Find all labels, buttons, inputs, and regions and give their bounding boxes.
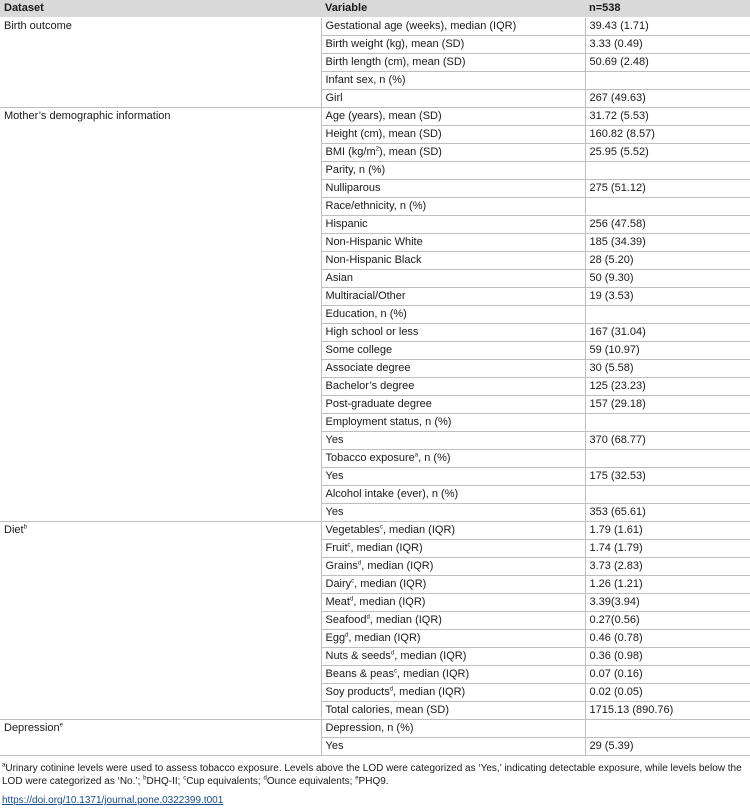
variable-label: Meat: [325, 596, 350, 608]
variable-cell: [321, 630, 585, 648]
table-row: [0, 594, 750, 612]
variable-cell: [321, 432, 585, 450]
variable-cell: [321, 684, 585, 702]
table-row: [0, 324, 750, 342]
variable-label: Gestational age (weeks), median (IQR): [325, 20, 517, 32]
variable-label-suffix: , median (IQR): [369, 614, 442, 626]
table-row: [0, 666, 750, 684]
table-row: [0, 378, 750, 396]
table-row: [0, 432, 750, 450]
dataset-cell-empty: [0, 126, 321, 144]
variable-footnote-mark: d: [390, 650, 395, 657]
variable-label: BMI (kg/m: [325, 146, 376, 158]
table-row: [0, 612, 750, 630]
variable-footnote-mark: d: [349, 596, 354, 603]
variable-cell: [321, 378, 585, 396]
variable-cell: [321, 54, 585, 72]
variable-label: Girl: [325, 92, 343, 104]
table-row: [0, 342, 750, 360]
table-row: [0, 468, 750, 486]
table-row: [0, 486, 750, 504]
value-cell: 28 (5.20): [585, 252, 750, 270]
variable-label: Total calories, mean (SD): [325, 704, 449, 716]
variable-cell: [321, 702, 585, 720]
value-cell: 275 (51.12): [585, 180, 750, 198]
value-cell: 370 (68.77): [585, 432, 750, 450]
variable-cell: [321, 396, 585, 414]
dataset-cell-empty: [0, 414, 321, 432]
dataset-cell-empty: [0, 432, 321, 450]
table-body: [0, 18, 750, 756]
footnote-text-e: PHQ9.: [358, 776, 389, 787]
variable-label-suffix: , median (IQR): [397, 668, 470, 680]
variable-label: Non-Hispanic White: [325, 236, 423, 248]
variable-label: Yes: [325, 740, 344, 752]
variable-label: Birth weight (kg), mean (SD): [325, 38, 465, 50]
dataset-cell-empty: [0, 666, 321, 684]
value-cell: 19 (3.53): [585, 288, 750, 306]
dataset-cell-empty: [0, 54, 321, 72]
dataset-cell-empty: [0, 684, 321, 702]
variable-label: Seafood: [325, 614, 367, 626]
dataset-cell-empty: [0, 72, 321, 90]
table-row: [0, 558, 750, 576]
value-cell: 267 (49.63): [585, 90, 750, 108]
dataset-cell-empty: [0, 576, 321, 594]
value-cell: 167 (31.04): [585, 324, 750, 342]
variable-label: Bachelor’s degree: [325, 380, 415, 392]
footnote-sup-c: c: [183, 775, 187, 782]
variable-label: Nuts & seeds: [325, 650, 391, 662]
dataset-cell-empty: [0, 342, 321, 360]
variable-label: Fruit: [325, 542, 348, 554]
table-footnote: [0, 756, 750, 788]
value-cell: 0.46 (0.78): [585, 630, 750, 648]
table-row: [0, 414, 750, 432]
value-cell: 1715.13 (890.76): [585, 702, 750, 720]
value-cell: 39.43 (1.71): [585, 18, 750, 36]
table-row: [0, 162, 750, 180]
footnote-sup-d: d: [263, 775, 267, 782]
variable-label: Age (years), mean (SD): [325, 110, 442, 122]
value-cell: 256 (47.58): [585, 216, 750, 234]
variable-cell: [321, 414, 585, 432]
table-row: [0, 450, 750, 468]
value-cell: 160.82 (8.57): [585, 126, 750, 144]
table-row: [0, 252, 750, 270]
variable-cell: [321, 594, 585, 612]
variable-label: Infant sex, n (%): [325, 74, 406, 86]
dataset-cell-empty: [0, 270, 321, 288]
value-cell: 3.33 (0.49): [585, 36, 750, 54]
variable-label: Beans & peas: [325, 668, 394, 680]
variable-label: Asian: [325, 272, 354, 284]
value-cell: [585, 720, 750, 738]
variable-cell: [321, 144, 585, 162]
variable-label: Education, n (%): [325, 308, 407, 320]
variable-cell: [321, 324, 585, 342]
variable-cell: [321, 306, 585, 324]
value-cell: [585, 414, 750, 432]
dataset-cell: [0, 720, 321, 738]
footnote-text-c: Cup equivalents;: [186, 776, 264, 787]
table-row: [0, 108, 750, 126]
footnote-sup-b: b: [143, 775, 147, 782]
variable-cell: [321, 72, 585, 90]
footnote-text-a: Urinary cotinine levels were used to assess tobacco exposure. Levels above the LOD were categorized as ‘Yes,’ indicating detectable exposure, while levels below the LOD were categorized as ‘No.’;: [2, 763, 742, 787]
variable-label: Grains: [325, 560, 358, 572]
dataset-cell-empty: [0, 252, 321, 270]
variable-label-suffix: , median (IQR): [382, 524, 456, 536]
variable-label-suffix: ), mean (SD): [378, 146, 442, 158]
variable-label: Race/ethnicity, n (%): [325, 200, 427, 212]
variable-cell: [321, 108, 585, 126]
variable-footnote-mark: d: [366, 614, 370, 621]
dataset-cell-empty: [0, 162, 321, 180]
table-row: [0, 72, 750, 90]
value-cell: 31.72 (5.53): [585, 108, 750, 126]
variable-cell: [321, 252, 585, 270]
value-cell: [585, 72, 750, 90]
dataset-footnote-mark: b: [23, 524, 27, 531]
variable-label-suffix: , median (IQR): [354, 578, 427, 590]
table-row: [0, 360, 750, 378]
value-cell: [585, 306, 750, 324]
value-cell: 0.07 (0.16): [585, 666, 750, 684]
table-row: [0, 288, 750, 306]
dataset-footnote-mark: e: [59, 722, 63, 729]
dataset-label: Birth outcome: [4, 20, 72, 32]
variable-cell: [321, 540, 585, 558]
table-row: [0, 684, 750, 702]
table-row: [0, 198, 750, 216]
dataset-label: Depression: [4, 722, 60, 734]
value-cell: 1.74 (1.79): [585, 540, 750, 558]
dataset-cell-empty: [0, 594, 321, 612]
dataset-cell-empty: [0, 630, 321, 648]
dataset-cell-empty: [0, 378, 321, 396]
variable-cell: [321, 720, 585, 738]
variable-label: High school or less: [325, 326, 419, 338]
dataset-cell-empty: [0, 486, 321, 504]
variable-label: Yes: [325, 470, 344, 482]
header-n: n=538: [585, 0, 750, 18]
dataset-cell-empty: [0, 360, 321, 378]
variable-cell: [321, 162, 585, 180]
variable-label: Employment status, n (%): [325, 416, 452, 428]
dataset-cell-empty: [0, 234, 321, 252]
variable-label-suffix: , median (IQR): [394, 650, 467, 662]
value-cell: 3.73 (2.83): [585, 558, 750, 576]
variable-cell: [321, 216, 585, 234]
table-row: [0, 216, 750, 234]
variable-label-suffix: , median (IQR): [393, 686, 466, 698]
variable-cell: [321, 648, 585, 666]
variable-cell: [321, 486, 585, 504]
variable-footnote-mark: c: [351, 578, 355, 585]
footnote-text-d: Ounce equivalents;: [266, 776, 356, 787]
value-cell: 59 (10.97): [585, 342, 750, 360]
table-row: [0, 720, 750, 738]
dataset-cell-empty: [0, 90, 321, 108]
table-header: [0, 0, 750, 18]
variable-footnote-mark: d: [357, 560, 362, 567]
dataset-cell-empty: [0, 306, 321, 324]
dataset-label: Mother’s demographic information: [4, 110, 171, 122]
variable-label-suffix: , median (IQR): [348, 632, 421, 644]
variable-cell: [321, 504, 585, 522]
footnote-text-b: DHQ-II;: [146, 776, 184, 787]
variable-cell: [321, 90, 585, 108]
variable-cell: [321, 468, 585, 486]
variable-label: Birth length (cm), mean (SD): [325, 56, 466, 68]
variable-cell: [321, 234, 585, 252]
table-row: [0, 504, 750, 522]
table-row: [0, 18, 750, 36]
table-row: [0, 576, 750, 594]
table-row: [0, 234, 750, 252]
table-row: [0, 648, 750, 666]
value-cell: 353 (65.61): [585, 504, 750, 522]
value-cell: 0.27(0.56): [585, 612, 750, 630]
variable-footnote-mark: d: [389, 686, 394, 693]
footnote-sup-e: e: [355, 775, 359, 782]
dataset-cell-empty: [0, 702, 321, 720]
dataset-cell-empty: [0, 450, 321, 468]
table-row: [0, 126, 750, 144]
variable-footnote-mark: c: [347, 542, 351, 549]
variable-label: Yes: [325, 434, 344, 446]
variable-label: Post-graduate degree: [325, 398, 432, 410]
value-cell: 3.39(3.94): [585, 594, 750, 612]
dataset-cell-empty: [0, 612, 321, 630]
variable-cell: [321, 612, 585, 630]
variable-footnote-mark: c: [394, 668, 397, 675]
value-cell: 1.79 (1.61): [585, 522, 750, 540]
footnote-sup-a: a: [2, 762, 6, 769]
table-row: [0, 36, 750, 54]
value-cell: 175 (32.53): [585, 468, 750, 486]
dataset-cell-empty: [0, 540, 321, 558]
variable-label: Egg: [325, 632, 346, 644]
value-cell: 185 (34.39): [585, 234, 750, 252]
value-cell: 1.26 (1.21): [585, 576, 750, 594]
variable-cell: [321, 288, 585, 306]
variable-footnote-mark: c: [379, 524, 383, 531]
dataset-cell-empty: [0, 504, 321, 522]
variable-cell: [321, 360, 585, 378]
table-row: [0, 144, 750, 162]
variable-label: Soy products: [325, 686, 390, 698]
variable-cell: [321, 180, 585, 198]
table-row: [0, 738, 750, 756]
variable-label: Height (cm), mean (SD): [325, 128, 442, 140]
table-row: [0, 702, 750, 720]
table-row: [0, 522, 750, 540]
value-cell: 30 (5.58): [585, 360, 750, 378]
variable-label: Non-Hispanic Black: [325, 254, 422, 266]
variable-cell: [321, 198, 585, 216]
value-cell: 0.36 (0.98): [585, 648, 750, 666]
table-row: [0, 90, 750, 108]
value-cell: [585, 450, 750, 468]
variable-label: Vegetables: [325, 524, 380, 536]
variable-footnote-mark: 2: [375, 146, 379, 153]
header-row: [0, 0, 750, 18]
variable-label: Hispanic: [325, 218, 368, 230]
variable-cell: [321, 36, 585, 54]
variable-label-suffix: , median (IQR): [350, 542, 423, 554]
dataset-cell-empty: [0, 396, 321, 414]
variable-label: Dairy: [325, 578, 352, 590]
dataset-cell-empty: [0, 738, 321, 756]
variable-label: Tobacco exposure: [325, 452, 415, 464]
header-variable: Variable: [321, 0, 585, 18]
table-row: [0, 270, 750, 288]
variable-footnote-mark: a: [414, 452, 419, 459]
table-row: [0, 306, 750, 324]
variable-label: Depression, n (%): [325, 722, 414, 734]
dataset-cell: [0, 522, 321, 540]
value-cell: 157 (29.18): [585, 396, 750, 414]
table-row: [0, 180, 750, 198]
variable-cell: [321, 738, 585, 756]
dataset-cell-empty: [0, 198, 321, 216]
variable-label: Parity, n (%): [325, 164, 386, 176]
variable-cell: [321, 126, 585, 144]
variable-cell: [321, 342, 585, 360]
value-cell: 0.02 (0.05): [585, 684, 750, 702]
variable-label: Multiracial/Other: [325, 290, 406, 302]
value-cell: 25.95 (5.52): [585, 144, 750, 162]
dataset-cell-empty: [0, 144, 321, 162]
variable-cell: [321, 450, 585, 468]
dataset-cell-empty: [0, 216, 321, 234]
value-cell: 29 (5.39): [585, 738, 750, 756]
dataset-cell-empty: [0, 324, 321, 342]
value-cell: [585, 162, 750, 180]
value-cell: 50 (9.30): [585, 270, 750, 288]
variable-label-suffix: , n (%): [418, 452, 451, 464]
variable-label-suffix: , median (IQR): [353, 596, 426, 608]
variable-label: Yes: [325, 506, 344, 518]
variable-cell: [321, 270, 585, 288]
table-row: [0, 630, 750, 648]
variable-label: Nulliparous: [325, 182, 381, 194]
table-row: [0, 540, 750, 558]
variable-label: Some college: [325, 344, 393, 356]
variable-label: Alcohol intake (ever), n (%): [325, 488, 459, 500]
dataset-cell-empty: [0, 288, 321, 306]
dataset-label: Diet: [4, 524, 24, 536]
dataset-cell: [0, 18, 321, 36]
value-cell: 125 (23.23): [585, 378, 750, 396]
variable-label-suffix: , median (IQR): [361, 560, 434, 572]
table-row: [0, 54, 750, 72]
dataset-cell-empty: [0, 180, 321, 198]
table-row: [0, 396, 750, 414]
variable-footnote-mark: d: [345, 632, 349, 639]
value-cell: [585, 486, 750, 504]
dataset-cell-empty: [0, 468, 321, 486]
variable-cell: [321, 522, 585, 540]
variable-cell: [321, 576, 585, 594]
doi-link[interactable]: https://doi.org/10.1371/journal.pone.0322399.t001: [2, 795, 224, 806]
header-dataset: Dataset: [0, 0, 321, 18]
variable-cell: [321, 18, 585, 36]
dataset-cell-empty: [0, 648, 321, 666]
variable-cell: [321, 558, 585, 576]
value-cell: [585, 198, 750, 216]
dataset-cell-empty: [0, 36, 321, 54]
variable-cell: [321, 666, 585, 684]
value-cell: 50.69 (2.48): [585, 54, 750, 72]
dataset-cell-empty: [0, 558, 321, 576]
dataset-cell: [0, 108, 321, 126]
variable-label: Associate degree: [325, 362, 411, 374]
